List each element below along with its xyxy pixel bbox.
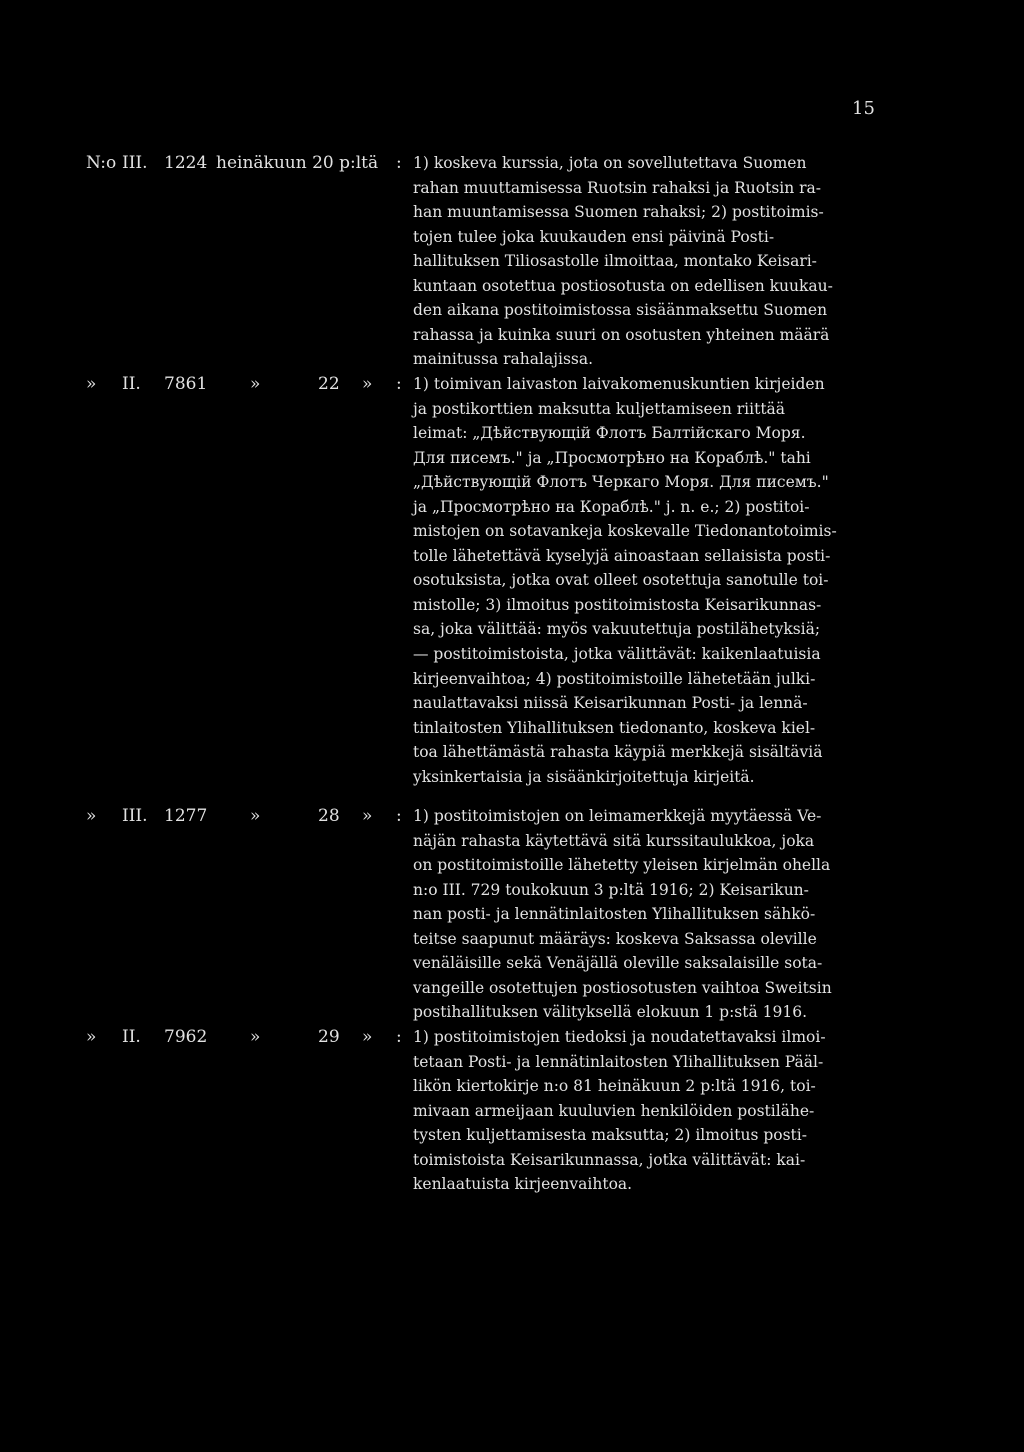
text-line: toimistoista Keisarikunnassa, jotka välittävät: kai-	[413, 1150, 806, 1169]
text-line: ja postikorttien maksutta kuljettamiseen riittää	[413, 399, 786, 418]
text-line: Для писемъ." ja „Просмотрѣно на Кораблѣ." tahi	[413, 448, 811, 467]
text-line: kirjeenvaihtoa; 4) postitoimistoille lähetetään julki-	[413, 669, 816, 688]
text-line: mainitussa rahalajissa.	[413, 350, 594, 369]
entry-colon: :	[396, 806, 402, 826]
text-line: tetaan Posti- ja lennätinlaitosten Ylihallituksen Pääl-	[413, 1052, 824, 1071]
ditto-mark: »	[362, 806, 373, 826]
text-line: nan posti- ja lennätinlaitosten Ylihallituksen sähkö-	[413, 905, 816, 924]
entry-colon: :	[396, 153, 402, 173]
entry-text	[413, 151, 896, 372]
text-line: mistolle; 3) ilmoitus postitoimistosta Keisarikunnas-	[413, 595, 822, 614]
entry-prefix: N:o	[86, 153, 117, 173]
entry-number: 1277	[164, 806, 208, 826]
text-line: 1) toimivan laivaston laivakomenuskuntien kirjeiden	[413, 375, 825, 393]
entry-reference	[86, 151, 404, 175]
entry-text	[413, 1025, 896, 1197]
text-line: kenlaatuista kirjeenvaihtoa.	[413, 1175, 633, 1194]
entry-text	[413, 372, 896, 789]
text-line: tinlaitosten Ylihallituksen tiedonanto, koskeva kiel-	[413, 718, 816, 737]
text-line: vangeille osotettujen postiosotusten vaihtoa Sweitsin	[413, 978, 832, 997]
entry-day: 29	[318, 1027, 340, 1047]
text-line: n:o III. 729 toukokuun 3 p:ltä 1916; 2) Keisarikun-	[413, 880, 809, 899]
entry-colon: :	[396, 374, 402, 394]
text-line: rahassa ja kuinka suuri on osotusten yhteinen määrä	[413, 325, 830, 344]
text-line: toa lähettämästä rahasta käypiä merkkejä sisältäviä	[413, 743, 823, 762]
text-line: tysten kuljettamisesta maksutta; 2) ilmoitus posti-	[413, 1126, 807, 1145]
text-line: hallituksen Tiliosastolle ilmoittaa, montako Keisari-	[413, 252, 817, 271]
text-line: han muuntamisessa Suomen rahaksi; 2) postitoimis-	[413, 203, 824, 222]
text-line: venäläisille sekä Venäjällä oleville saksalaisille sota-	[413, 954, 823, 973]
entry-reference	[86, 372, 404, 396]
text-line: 1) koskeva kurssia, jota on sovellutettava Suomen	[413, 154, 807, 172]
entry-number: 1224	[164, 153, 208, 173]
text-line: mistojen on sotavankeja koskevalle Tiedonantotoimis-	[413, 522, 837, 541]
text-line: leimat: „Дѣйствующій Флотъ Балтійскаго Моря.	[413, 424, 806, 443]
text-line: rahan muuttamisessa Ruotsin rahaksi ja Ruotsin ra-	[413, 178, 822, 197]
entry-date: heinäkuun 20 p:ltä	[216, 153, 379, 173]
text-line: ja „Просмотрѣно на Кораблѣ." j. n. e.; 2) postitoi-	[413, 497, 810, 516]
entry-day: 22	[318, 374, 340, 394]
text-line: on postitoimistoille lähetetty yleisen kirjelmän ohella	[413, 856, 831, 875]
ditto-mark: »	[250, 1027, 261, 1047]
entry-text	[413, 804, 896, 1025]
entry-series: II.	[122, 1027, 141, 1047]
text-line: likön kiertokirje n:o 81 heinäkuun 2 p:ltä 1916, toi-	[413, 1077, 816, 1096]
text-line: den aikana postitoimistossa sisäänmaksettu Suomen	[413, 301, 828, 320]
ditto-mark: »	[362, 1027, 373, 1047]
ditto-mark: »	[362, 374, 373, 394]
ditto-mark: »	[250, 374, 261, 394]
ditto-mark: »	[86, 1027, 97, 1047]
page-number: 15	[852, 98, 875, 119]
entry-day: 28	[318, 806, 340, 826]
ditto-mark: »	[250, 806, 261, 826]
text-line: mivaan armeijaan kuuluvien henkilöiden postilähe-	[413, 1101, 815, 1120]
text-line: kuntaan osotettua postiosotusta on edellisen kuukau-	[413, 276, 833, 295]
entry-number: 7861	[164, 374, 208, 394]
text-line: naulattavaksi niissä Keisarikunnan Posti- ja lennä-	[413, 694, 808, 713]
entry-series: III.	[122, 153, 148, 173]
ditto-mark: »	[86, 806, 97, 826]
text-line: sa, joka välittää: myös vakuutettuja postilähetyksiä;	[413, 620, 821, 639]
text-line: yksinkertaisia ja sisäänkirjoitettuja kirjeitä.	[413, 767, 755, 786]
entry-colon: :	[396, 1027, 402, 1047]
text-line: — postitoimistoista, jotka välittävät: kaikenlaatuisia	[413, 645, 821, 664]
entry-reference	[86, 804, 404, 828]
text-line: tolle lähetettävä kyselyjä ainoastaan sellaisista posti-	[413, 546, 831, 565]
entry-series: II.	[122, 374, 141, 394]
text-line: osotuksista, jotka ovat olleet osotettuja sanotulle toi-	[413, 571, 829, 590]
text-line: tojen tulee joka kuukauden ensi päivinä Posti-	[413, 227, 775, 246]
text-line: teitse saapunut määräys: koskeva Saksassa oleville	[413, 929, 817, 948]
ditto-mark: »	[86, 374, 97, 394]
entry-reference	[86, 1025, 404, 1049]
text-line: 1) postitoimistojen tiedoksi ja noudatettavaksi ilmoi-	[413, 1028, 826, 1046]
entry-number: 7962	[164, 1027, 208, 1047]
text-line: „Дѣйствующій Флотъ Черкаго Моря. Для писемъ."	[413, 473, 829, 492]
text-line: postihallituksen välityksellä elokuun 1 p:stä 1916.	[413, 1003, 808, 1022]
entry-series: III.	[122, 806, 148, 826]
text-line: 1) postitoimistojen on leimamerkkejä myytäessä Ve-	[413, 807, 822, 825]
text-line: näjän rahasta käytettävä sitä kurssitaulukkoa, joka	[413, 831, 815, 850]
